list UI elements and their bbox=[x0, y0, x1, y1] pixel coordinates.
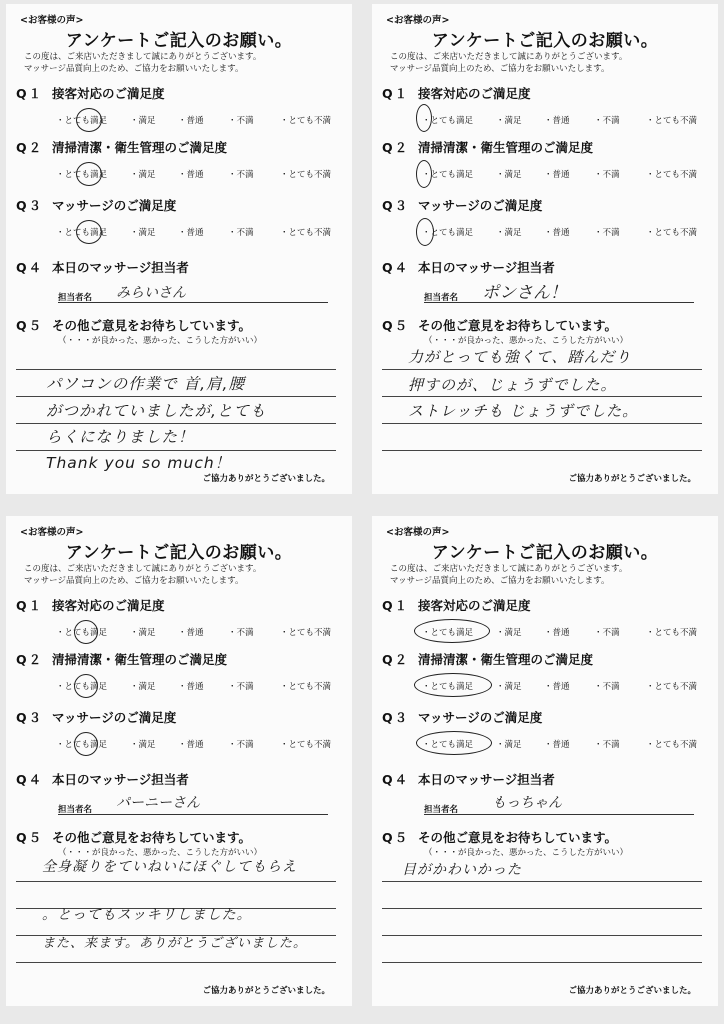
comment-line: 押すのが、じょうずでした。 bbox=[408, 376, 617, 394]
q2-selection-mark bbox=[76, 162, 102, 186]
q3-selection-mark bbox=[416, 731, 492, 755]
survey-card-2 bbox=[372, 4, 718, 494]
q3-options: ・とても満足 ・満足 ・普通 ・不満 ・とても不満 bbox=[56, 740, 332, 750]
question-5: Q５ その他ご意見をお待ちしています。 bbox=[16, 830, 252, 845]
option-dissatisfied: ・不満 bbox=[228, 116, 254, 126]
question-1: Q１ 接客対応のご満足度 bbox=[382, 86, 531, 101]
question-2: Q２ 清掃清潔・衛生管理のご満足度 bbox=[16, 140, 228, 155]
survey-card-4 bbox=[372, 516, 718, 1006]
staff-label: 担当者名 bbox=[58, 293, 93, 303]
card-intro: この度は、ご来店いただきまして誠にありがとうございます。 マッサージ品質向上のため、ご協力をお願いいたします。 bbox=[390, 564, 628, 586]
question-5: Q５ その他ご意見をお待ちしています。 bbox=[382, 830, 618, 845]
comment-line: ストレッチも じょうずでした。 bbox=[408, 402, 639, 420]
question-5: Q５ その他ご意見をお待ちしています。 bbox=[382, 318, 618, 333]
comment-hint: （・・・が良かった、悪かった、こうした方がいい） bbox=[424, 336, 629, 346]
card-intro: この度は、ご来店いただきまして誠にありがとうございます。 マッサージ品質向上のため、ご協力をお願いいたします。 bbox=[24, 52, 262, 74]
q2-options: ・とても満足 ・満足 ・普通 ・不満 ・とても不満 bbox=[422, 682, 698, 692]
comment-line: パソコンの作業で 首,肩,腰 bbox=[46, 375, 245, 393]
comment-line: がつかれていましたが,とても bbox=[46, 402, 267, 420]
staff-underline bbox=[424, 814, 694, 815]
comment-rule bbox=[382, 935, 702, 936]
staff-label: 担当者名 bbox=[424, 805, 459, 815]
question-1: Q１ 接客対応のご満足度 bbox=[382, 598, 531, 613]
comment-hint: （・・・が良かった、悪かった、こうした方がいい） bbox=[58, 336, 263, 346]
q1-selection-mark bbox=[414, 619, 490, 643]
thanks-note: ご協力ありがとうございました。 bbox=[202, 986, 330, 996]
question-1: Q１ 接客対応のご満足度 bbox=[16, 86, 165, 101]
card-header: <お客様の声> bbox=[20, 527, 84, 538]
q1-selection-mark bbox=[76, 108, 102, 132]
q1-options: ・とても満足 ・満足 ・普通 ・不満 ・とても不満 bbox=[56, 628, 332, 638]
staff-underline bbox=[58, 814, 328, 815]
comment-hint: （・・・が良かった、悪かった、こうした方がいい） bbox=[58, 848, 263, 858]
card-title: アンケートご記入のお願い。 bbox=[431, 31, 659, 51]
q3-selection-mark bbox=[416, 218, 434, 246]
question-2: Q２ 清掃清潔・衛生管理のご満足度 bbox=[382, 652, 594, 667]
comment-line: 。とってもスッキリしました。 bbox=[42, 907, 252, 923]
q1-selection-mark bbox=[74, 620, 98, 644]
question-3: Q３ マッサージのご満足度 bbox=[16, 710, 177, 725]
card-title: アンケートご記入のお願い。 bbox=[65, 31, 293, 51]
question-4: Q４ 本日のマッサージ担当者 bbox=[16, 260, 189, 275]
q3-selection-mark bbox=[76, 220, 102, 244]
card-header: <お客様の声> bbox=[20, 15, 84, 26]
q3-options: ・とても満足 ・満足 ・普通 ・不満 ・とても不満 bbox=[422, 228, 698, 238]
card-header: <お客様の声> bbox=[386, 527, 450, 538]
question-4: Q４ 本日のマッサージ担当者 bbox=[16, 772, 189, 787]
q2-selection-mark bbox=[74, 674, 98, 698]
card-title: アンケートご記入のお願い。 bbox=[65, 543, 293, 563]
q2-selection-mark bbox=[414, 673, 492, 697]
question-3: Q３ マッサージのご満足度 bbox=[382, 710, 543, 725]
comment-rule bbox=[382, 396, 702, 397]
staff-name: パーニーさん bbox=[116, 795, 200, 811]
question-4: Q４ 本日のマッサージ担当者 bbox=[382, 260, 555, 275]
question-1: Q１ 接客対応のご満足度 bbox=[16, 598, 165, 613]
staff-label: 担当者名 bbox=[58, 805, 93, 815]
staff-label: 担当者名 bbox=[424, 293, 459, 303]
comment-rule bbox=[16, 962, 336, 963]
comment-rule bbox=[16, 423, 336, 424]
staff-name: ポンさん！ bbox=[482, 283, 567, 303]
staff-name: もっちゃん bbox=[492, 795, 562, 811]
q1-options: ・とても満足 ・満足 ・普通 ・不満 ・とても不満 bbox=[422, 116, 698, 126]
q1-options: ・とても満足 ・満足 ・普通 ・不満 ・とても不満 bbox=[422, 628, 698, 638]
q3-selection-mark bbox=[74, 732, 98, 756]
card-intro: この度は、ご来店いただきまして誠にありがとうございます。 マッサージ品質向上のため、ご協力をお願いいたします。 bbox=[390, 52, 628, 74]
comment-rule bbox=[16, 369, 336, 370]
card-intro: この度は、ご来店いただきまして誠にありがとうございます。 マッサージ品質向上のため、ご協力をお願いいたします。 bbox=[24, 564, 262, 586]
survey-card-1 bbox=[6, 4, 352, 494]
comment-hint: （・・・が良かった、悪かった、こうした方がいい） bbox=[424, 848, 629, 858]
comment-rule bbox=[382, 369, 702, 370]
comment-rule bbox=[16, 881, 336, 882]
comment-rule bbox=[382, 881, 702, 882]
comment-rule bbox=[382, 908, 702, 909]
card-title: アンケートご記入のお願い。 bbox=[431, 543, 659, 563]
comment-line: 力がとっても強くて、踏んだり bbox=[408, 348, 632, 366]
question-3: Q３ マッサージのご満足度 bbox=[16, 198, 177, 213]
option-very-dissatisfied: ・とても不満 bbox=[280, 116, 332, 126]
thanks-note: ご協力ありがとうございました。 bbox=[568, 986, 696, 996]
q2-options: ・とても満足 ・満足 ・普通 ・不満 ・とても不満 bbox=[56, 170, 332, 180]
q2-selection-mark bbox=[416, 160, 432, 188]
q3-options: ・とても満足 ・満足 ・普通 ・不満 ・とても不満 bbox=[422, 740, 698, 750]
comment-rule bbox=[382, 962, 702, 963]
thanks-note: ご協力ありがとうございました。 bbox=[568, 474, 696, 484]
q3-options: ・とても満足 ・満足 ・普通 ・不満 ・とても不満 bbox=[56, 228, 332, 238]
q1-selection-mark bbox=[416, 104, 432, 132]
staff-underline bbox=[424, 302, 694, 303]
comment-line: 目がかわいかった bbox=[402, 862, 522, 878]
comment-line: 全身凝りをていねいにほぐしてもらえ bbox=[42, 859, 297, 875]
option-very-satisfied: ・とても満足 bbox=[56, 116, 108, 126]
question-2: Q２ 清掃清潔・衛生管理のご満足度 bbox=[16, 652, 228, 667]
card-header: <お客様の声> bbox=[386, 15, 450, 26]
comment-line: らくになりました！ bbox=[46, 428, 195, 446]
question-2: Q２ 清掃清潔・衛生管理のご満足度 bbox=[382, 140, 594, 155]
staff-name: みらいさん bbox=[116, 285, 186, 301]
option-normal: ・普通 bbox=[178, 116, 204, 126]
question-3: Q３ マッサージのご満足度 bbox=[382, 198, 543, 213]
question-5: Q５ その他ご意見をお待ちしています。 bbox=[16, 318, 252, 333]
comment-rule bbox=[382, 450, 702, 451]
thanks-note: ご協力ありがとうございました。 bbox=[202, 474, 330, 484]
comment-rule bbox=[16, 396, 336, 397]
q2-options: ・とても満足 ・満足 ・普通 ・不満 ・とても不満 bbox=[422, 170, 698, 180]
option-satisfied: ・満足 bbox=[130, 116, 156, 126]
comment-rule bbox=[382, 423, 702, 424]
q2-options: ・とても満足 ・満足 ・普通 ・不満 ・とても不満 bbox=[56, 682, 332, 692]
comment-line: また、来ます。ありがとうございました。 bbox=[42, 936, 307, 951]
staff-underline bbox=[58, 302, 328, 303]
comment-line: Thank you so much！ bbox=[46, 454, 232, 472]
survey-card-3 bbox=[6, 516, 352, 1006]
question-4: Q４ 本日のマッサージ担当者 bbox=[382, 772, 555, 787]
